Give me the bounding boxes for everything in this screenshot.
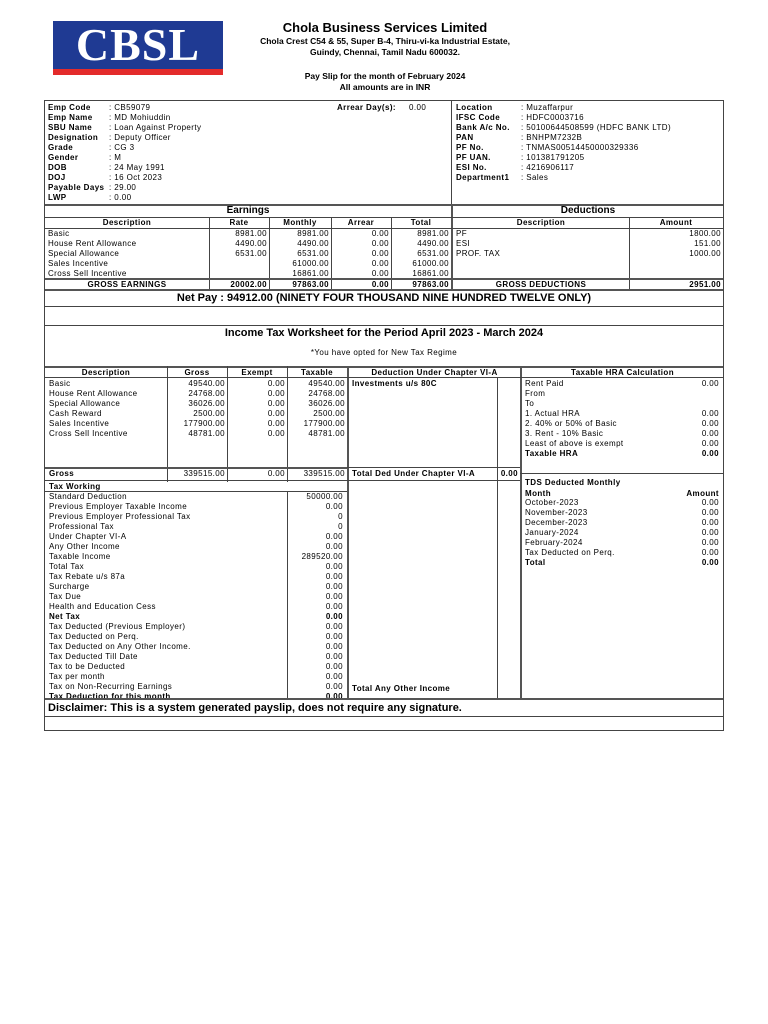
dob-label: DOB <box>48 163 67 172</box>
amount-pf: 1800.00 <box>689 229 721 238</box>
payslip-period <box>230 71 540 93</box>
earning-hra: House Rent Allowance <box>48 239 137 248</box>
monthly-basic: 8981.00 <box>297 229 329 238</box>
employee-details-right <box>456 103 522 183</box>
monthly-cross-sell-incentive: 16861.00 <box>292 269 329 278</box>
earning-sales-incentive: Sales Incentive <box>48 259 109 268</box>
employee-details-left-values <box>109 103 329 203</box>
professional-tax: Professional Tax 0 <box>49 522 343 531</box>
tax-working-title: Tax Working <box>49 482 101 491</box>
deductions-col-amount: Amount <box>659 218 693 227</box>
tax-non-recurring-earnings: Tax on Non-Recurring Earnings 0.00 <box>49 682 343 691</box>
emp-name-value: : MD Mohiuddin <box>109 113 171 122</box>
tax-working-list <box>49 492 347 702</box>
earning-cross-sell-incentive: Cross Sell Incentive <box>48 269 127 278</box>
amount-prof-tax: 1000.00 <box>689 249 721 258</box>
deductions-descriptions <box>456 229 626 259</box>
earnings-col-rate: Rate <box>229 218 249 227</box>
gross-deductions-label: GROSS DEDUCTIONS <box>495 280 587 289</box>
total-special-allowance: 6531.00 <box>417 249 449 258</box>
hra-least-exempt: Least of above is exempt 0.00 <box>525 439 719 448</box>
net-pay: Net Pay : 94912.00 (NINETY FOUR THOUSAND NINE HUNDRED TWELVE ONLY) <box>176 292 592 304</box>
pan-label: PAN <box>456 133 474 142</box>
location-value: : Muzaffarpur <box>521 103 574 112</box>
income-hra: House Rent Allowance <box>49 389 138 398</box>
income-descriptions <box>49 379 167 439</box>
chapter-via-title: Deduction Under Chapter VI-A <box>371 368 498 377</box>
gender-value: : M <box>109 153 122 162</box>
earnings-total <box>391 229 449 279</box>
exempt-cross-sell-incentive: 0.00 <box>267 429 285 438</box>
rate-basic: 8981.00 <box>235 229 267 238</box>
grade-label: Grade <box>48 143 74 152</box>
prev-employer-professional-tax: Previous Employer Professional Tax 0 <box>49 512 343 521</box>
address-line-2: Guindy, Chennai, Tamil Nadu 600032. <box>310 47 460 57</box>
income-col-gross: Gross <box>184 368 210 377</box>
tds-february-2024: February-2024 0.00 <box>525 538 719 547</box>
total-cross-sell-incentive: 16861.00 <box>412 269 449 278</box>
gross-earnings-label: GROSS EARNINGS <box>87 280 167 289</box>
total-tax: Total Tax 0.00 <box>49 562 343 571</box>
sbu-name-label: SBU Name <box>48 123 93 132</box>
income-cash-reward: Cash Reward <box>49 409 102 418</box>
amount-esi: 151.00 <box>694 239 721 248</box>
designation-label: Designation <box>48 133 99 142</box>
hra-actual: 1. Actual HRA 0.00 <box>525 409 719 418</box>
company-name: Chola Business Services Limited <box>282 20 488 35</box>
income-gross-label: Gross <box>49 469 75 478</box>
doj-value: : 16 Oct 2023 <box>109 173 163 182</box>
gross-hra: 24768.00 <box>188 389 225 398</box>
gross-deductions-amount: 2951.00 <box>689 280 721 289</box>
deductions-amounts <box>629 229 721 259</box>
earnings-col-description: Description <box>102 218 152 227</box>
tds-title: TDS Deducted Monthly <box>525 478 621 487</box>
doj-label: DOJ <box>48 173 66 182</box>
rate-hra: 4490.00 <box>235 239 267 248</box>
payslip-sheet <box>44 100 724 731</box>
department-label: Department1 <box>456 173 510 182</box>
income-gross-total: 339515.00 <box>183 469 225 478</box>
tax-due: Tax Due 0.00 <box>49 592 343 601</box>
income-cross-sell-incentive: Cross Sell Incentive <box>49 429 128 438</box>
deduction-prof-tax: PROF. TAX <box>456 249 501 258</box>
taxable-cross-sell-incentive: 48781.00 <box>308 429 345 438</box>
gender-label: Gender <box>48 153 79 162</box>
payable-days-value: : 29.00 <box>109 183 137 192</box>
arrear-cross-sell-incentive: 0.00 <box>371 269 389 278</box>
payable-days-label: Payable Days <box>48 183 105 192</box>
income-col-taxable: Taxable <box>301 368 333 377</box>
income-sales-incentive: Sales Incentive <box>49 419 110 428</box>
earnings-arrear <box>331 229 389 279</box>
total-sales-incentive: 61000.00 <box>412 259 449 268</box>
deductions-title: Deductions <box>560 205 616 216</box>
tds-col-amount: Amount <box>686 489 719 498</box>
tds-january-2024: January-2024 0.00 <box>525 528 719 537</box>
tds-col-month: Month <box>525 489 551 498</box>
gross-earnings-rate: 20002.00 <box>230 280 267 289</box>
income-col-exempt: Exempt <box>241 368 273 377</box>
total-other-income-label: Total Any Other Income <box>352 684 451 693</box>
sbu-name-value: : Loan Against Property <box>109 123 202 132</box>
earnings-monthly <box>269 229 329 279</box>
bank-account-label: Bank A/c No. <box>456 123 510 132</box>
monthly-special-allowance: 6531.00 <box>297 249 329 258</box>
earnings-rates <box>209 229 267 279</box>
taxable-basic: 49540.00 <box>308 379 345 388</box>
exempt-cash-reward: 0.00 <box>267 409 285 418</box>
pf-no-value: : TNMAS00514450000329336 <box>521 143 639 152</box>
health-education-cess: Health and Education Cess 0.00 <box>49 602 343 611</box>
earnings-descriptions <box>48 229 208 279</box>
tax-per-month: Tax per month 0.00 <box>49 672 343 681</box>
total-chapter-via-value: 0.00 <box>500 469 518 478</box>
income-exempt-total: 0.00 <box>267 469 285 478</box>
deduction-pf: PF <box>456 229 468 238</box>
total-hra: 4490.00 <box>417 239 449 248</box>
emp-name-label: Emp Name <box>48 113 93 122</box>
emp-code-label: Emp Code <box>48 103 91 112</box>
earning-special-allowance: Special Allowance <box>48 249 120 258</box>
rate-special-allowance: 6531.00 <box>235 249 267 258</box>
arrear-basic: 0.00 <box>371 229 389 238</box>
pf-uan-label: PF UAN. <box>456 153 491 162</box>
tds-deducted-on-perq: Tax Deducted on Perq. 0.00 <box>525 548 719 557</box>
income-special-allowance: Special Allowance <box>49 399 121 408</box>
address-line-1: Chola Crest C54 & 55, Super B-4, Thiru-vi-ka Industrial Estate, <box>260 36 510 46</box>
prev-employer-taxable-income: Previous Employer Taxable Income 0.00 <box>49 502 343 511</box>
tds-november-2023: November-2023 0.00 <box>525 508 719 517</box>
earnings-col-monthly: Monthly <box>283 218 317 227</box>
hra-list <box>525 379 721 459</box>
taxable-hra: 24768.00 <box>308 389 345 398</box>
taxable-income: Taxable Income 289520.00 <box>49 552 343 561</box>
exempt-sales-incentive: 0.00 <box>267 419 285 428</box>
esi-no-label: ESI No. <box>456 163 487 172</box>
income-gross <box>167 379 225 439</box>
tax-deducted-prev-employer: Tax Deducted (Previous Employer) 0.00 <box>49 622 343 631</box>
earnings-title: Earnings <box>226 205 270 216</box>
tax-deducted-other-income: Tax Deducted on Any Other Income. 0.00 <box>49 642 343 651</box>
hra-percent-basic: 2. 40% or 50% of Basic 0.00 <box>525 419 719 428</box>
taxable-sales-incentive: 177900.00 <box>303 419 345 428</box>
deductions-col-description: Description <box>516 218 566 227</box>
ifsc-value: : HDFC0003716 <box>521 113 585 122</box>
deduction-esi: ESI <box>456 239 471 248</box>
tax-deduction-this-month: Tax Deduction for this month 0.00 <box>49 692 343 701</box>
surcharge: Surcharge 0.00 <box>49 582 343 591</box>
tds-october-2023: October-2023 0.00 <box>525 498 719 507</box>
income-taxable-total: 339515.00 <box>303 469 345 478</box>
hra-title: Taxable HRA Calculation <box>571 368 674 377</box>
company-logo: CBSL <box>53 21 223 75</box>
hra-from: From <box>525 389 546 398</box>
hra-taxable: Taxable HRA 0.00 <box>525 449 719 458</box>
exempt-basic: 0.00 <box>267 379 285 388</box>
monthly-hra: 4490.00 <box>297 239 329 248</box>
bank-account-value: : 50100644508599 (HDFC BANK LTD) <box>521 123 672 132</box>
designation-value: : Deputy Officer <box>109 133 171 142</box>
esi-no-value: : 4216906117 <box>521 163 575 172</box>
gross-basic: 49540.00 <box>188 379 225 388</box>
income-basic: Basic <box>49 379 71 388</box>
tax-rebate-87a: Tax Rebate u/s 87a 0.00 <box>49 572 343 581</box>
arrear-sales-incentive: 0.00 <box>371 259 389 268</box>
tds-list <box>525 498 721 568</box>
tax-deducted-on-perq: Tax Deducted on Perq. 0.00 <box>49 632 343 641</box>
total-chapter-via-label: Total Ded Under Chapter VI-A <box>352 469 476 478</box>
pf-uan-value: : 101381791205 <box>521 153 585 162</box>
tds-december-2023: December-2023 0.00 <box>525 518 719 527</box>
earnings-col-total: Total <box>410 218 432 227</box>
location-label: Location <box>456 103 493 112</box>
total-basic: 8981.00 <box>417 229 449 238</box>
ifsc-label: IFSC Code <box>456 113 501 122</box>
income-col-description: Description <box>81 368 131 377</box>
net-tax: Net Tax 0.00 <box>49 612 343 621</box>
gross-earnings-arrear: 0.00 <box>371 280 389 289</box>
tax-to-be-deducted: Tax to be Deducted 0.00 <box>49 662 343 671</box>
gross-earnings-total: 97863.00 <box>412 280 449 289</box>
lwp-label: LWP <box>48 193 67 202</box>
tax-deducted-till-date: Tax Deducted Till Date 0.00 <box>49 652 343 661</box>
arrear-days-label: Arrear Day(s): <box>337 103 396 112</box>
standard-deduction: Standard Deduction 50000.00 <box>49 492 343 501</box>
company-address <box>230 36 540 58</box>
hra-to: To <box>525 399 535 408</box>
gross-special-allowance: 36026.00 <box>188 399 225 408</box>
gross-earnings-monthly: 97863.00 <box>292 280 329 289</box>
monthly-sales-incentive: 61000.00 <box>292 259 329 268</box>
lwp-value: : 0.00 <box>109 193 132 202</box>
exempt-hra: 0.00 <box>267 389 285 398</box>
pf-no-label: PF No. <box>456 143 484 152</box>
employee-details-left <box>48 103 108 203</box>
grade-value: : CG 3 <box>109 143 135 152</box>
hra-rent-paid: Rent Paid 0.00 <box>525 379 719 388</box>
taxable-special-allowance: 36026.00 <box>308 399 345 408</box>
department-value: : Sales <box>521 173 549 182</box>
arrear-days-value: 0.00 <box>409 103 427 112</box>
exempt-special-allowance: 0.00 <box>267 399 285 408</box>
gross-cross-sell-incentive: 48781.00 <box>188 429 225 438</box>
income-exempt <box>227 379 285 439</box>
under-chapter-via: Under Chapter VI-A 0.00 <box>49 532 343 541</box>
earning-basic: Basic <box>48 229 70 238</box>
worksheet-title: Income Tax Worksheet for the Period April 2023 - March 2024 <box>224 327 544 339</box>
gross-sales-incentive: 177900.00 <box>183 419 225 428</box>
earnings-col-arrear: Arrear <box>347 218 375 227</box>
tds-total: Total 0.00 <box>525 558 719 567</box>
disclaimer: Disclaimer: This is a system generated payslip, does not require any signature. <box>48 702 462 714</box>
income-taxable <box>287 379 345 439</box>
any-other-income: Any Other Income 0.00 <box>49 542 343 551</box>
hra-rent-minus-basic: 3. Rent - 10% Basic 0.00 <box>525 429 719 438</box>
emp-code-value: : CB59079 <box>109 103 151 112</box>
currency-note: All amounts are in INR <box>339 82 431 92</box>
dob-value: : 24 May 1991 <box>109 163 165 172</box>
employee-details-right-values <box>521 103 721 183</box>
arrear-special-allowance: 0.00 <box>371 249 389 258</box>
regime-note: *You have opted for New Tax Regime <box>310 348 458 357</box>
rate-sales-incentive <box>209 259 267 269</box>
pan-value: : BNHPM7232B <box>521 133 583 142</box>
taxable-cash-reward: 2500.00 <box>313 409 345 418</box>
payslip-month: Pay Slip for the month of February 2024 <box>304 71 466 81</box>
arrear-hra: 0.00 <box>371 239 389 248</box>
investments-80c: Investments u/s 80C <box>352 379 437 388</box>
gross-cash-reward: 2500.00 <box>193 409 225 418</box>
